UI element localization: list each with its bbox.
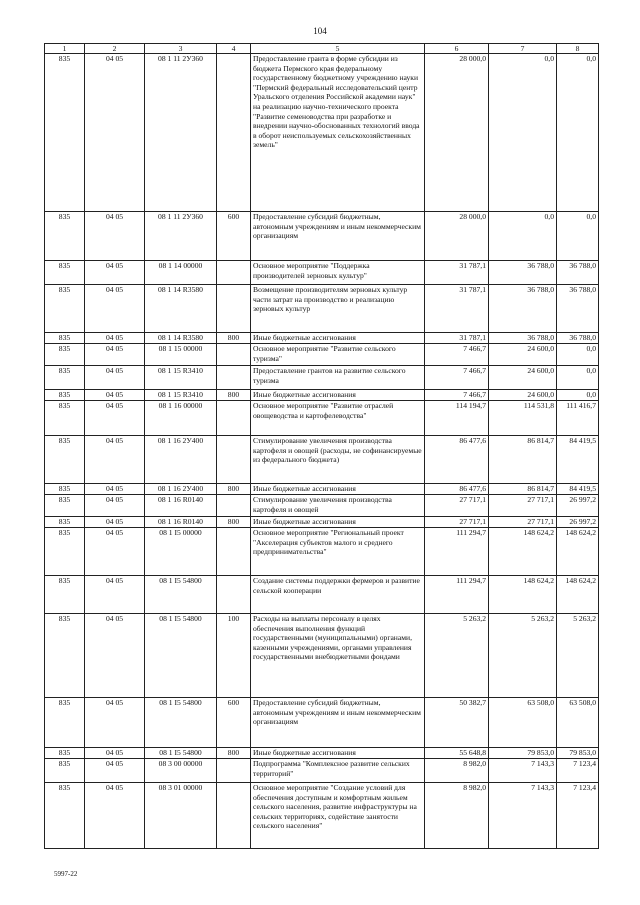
ministry-code-cell: 835 xyxy=(45,614,85,698)
table-row xyxy=(45,261,599,285)
expense-type-cell xyxy=(217,436,251,484)
column-header: 2 xyxy=(85,44,145,54)
amount-year2-cell: 0,0 xyxy=(489,54,557,212)
amount-year1-cell: 31 787,1 xyxy=(425,333,489,344)
table-row xyxy=(45,333,599,344)
section-code-cell: 04 05 xyxy=(85,576,145,614)
amount-year2-cell: 86 814,7 xyxy=(489,484,557,495)
table-row xyxy=(45,495,599,517)
table-row xyxy=(45,528,599,576)
amount-year2-cell: 36 788,0 xyxy=(489,333,557,344)
table-row xyxy=(45,401,599,436)
expense-type-cell xyxy=(217,401,251,436)
target-article-cell: 08 1 I5 00000 xyxy=(145,528,217,576)
item-name-cell: Возмещение производителям зерновых культур части затрат на производство и реализацию зерновых культур xyxy=(251,285,425,333)
amount-year3-cell: 84 419,5 xyxy=(557,484,599,495)
item-name-cell: Стимулирование увеличения производства картофеля и овощей xyxy=(251,495,425,517)
item-name-cell: Основное мероприятие "Региональный проект "Акселерация субъектов малого и среднего предпринимательства" xyxy=(251,528,425,576)
table-row xyxy=(45,285,599,333)
table-row xyxy=(45,54,599,212)
amount-year1-cell: 28 000,0 xyxy=(425,54,489,212)
target-article-cell: 08 1 11 2У360 xyxy=(145,212,217,261)
target-article-cell: 08 1 16 00000 xyxy=(145,401,217,436)
item-name-cell: Расходы на выплаты персоналу в целях обеспечения выполнения функций государственными (муниципальными) органами, казенными учреждениями, органами управления государственными внебюджетными фондами xyxy=(251,614,425,698)
target-article-cell: 08 1 15 00000 xyxy=(145,344,217,366)
item-name-cell: Предоставление субсидий бюджетным, автономным учреждениям и иным некоммерческим организациям xyxy=(251,212,425,261)
section-code-cell: 04 05 xyxy=(85,495,145,517)
ministry-code-cell: 835 xyxy=(45,261,85,285)
table-row xyxy=(45,576,599,614)
amount-year2-cell: 148 624,2 xyxy=(489,528,557,576)
amount-year2-cell: 27 717,1 xyxy=(489,517,557,528)
amount-year1-cell: 31 787,1 xyxy=(425,261,489,285)
amount-year3-cell: 26 997,2 xyxy=(557,495,599,517)
column-header: 3 xyxy=(145,44,217,54)
amount-year2-cell: 27 717,1 xyxy=(489,495,557,517)
amount-year1-cell: 31 787,1 xyxy=(425,285,489,333)
target-article-cell: 08 1 I5 54800 xyxy=(145,698,217,748)
item-name-cell: Иные бюджетные ассигнования xyxy=(251,333,425,344)
amount-year2-cell: 79 853,0 xyxy=(489,748,557,759)
target-article-cell: 08 1 16 R0140 xyxy=(145,517,217,528)
amount-year3-cell: 36 788,0 xyxy=(557,333,599,344)
item-name-cell: Основное мероприятие "Создание условий для обеспечения доступным и комфортным жильем сельского населения, развитие инфраструктуры на сельских территориях, содействие занятости сельского населения" xyxy=(251,783,425,849)
amount-year1-cell: 28 000,0 xyxy=(425,212,489,261)
amount-year1-cell: 27 717,1 xyxy=(425,517,489,528)
table-row xyxy=(45,366,599,390)
target-article-cell: 08 1 I5 54800 xyxy=(145,576,217,614)
expense-type-cell: 800 xyxy=(217,517,251,528)
amount-year2-cell: 0,0 xyxy=(489,212,557,261)
amount-year2-cell: 7 143,3 xyxy=(489,759,557,783)
target-article-cell: 08 3 00 00000 xyxy=(145,759,217,783)
budget-table xyxy=(44,43,599,849)
amount-year3-cell: 0,0 xyxy=(557,390,599,401)
ministry-code-cell: 835 xyxy=(45,528,85,576)
table-row xyxy=(45,783,599,849)
amount-year3-cell: 5 263,2 xyxy=(557,614,599,698)
ministry-code-cell: 835 xyxy=(45,484,85,495)
column-header: 1 xyxy=(45,44,85,54)
ministry-code-cell: 835 xyxy=(45,495,85,517)
table-row xyxy=(45,698,599,748)
column-header: 5 xyxy=(251,44,425,54)
ministry-code-cell: 835 xyxy=(45,783,85,849)
section-code-cell: 04 05 xyxy=(85,436,145,484)
item-name-cell: Создание системы поддержки фермеров и развитие сельской кооперации xyxy=(251,576,425,614)
amount-year3-cell: 63 508,0 xyxy=(557,698,599,748)
ministry-code-cell: 835 xyxy=(45,748,85,759)
amount-year2-cell: 24 600,0 xyxy=(489,390,557,401)
ministry-code-cell: 835 xyxy=(45,436,85,484)
expense-type-cell: 100 xyxy=(217,614,251,698)
target-article-cell: 08 1 15 R3410 xyxy=(145,366,217,390)
expense-type-cell: 800 xyxy=(217,748,251,759)
amount-year1-cell: 8 982,0 xyxy=(425,783,489,849)
section-code-cell: 04 05 xyxy=(85,614,145,698)
amount-year3-cell: 148 624,2 xyxy=(557,528,599,576)
section-code-cell: 04 05 xyxy=(85,759,145,783)
table-row xyxy=(45,390,599,401)
amount-year3-cell: 111 416,7 xyxy=(557,401,599,436)
ministry-code-cell: 835 xyxy=(45,759,85,783)
target-article-cell: 08 1 16 R0140 xyxy=(145,495,217,517)
amount-year2-cell: 114 531,8 xyxy=(489,401,557,436)
amount-year2-cell: 7 143,3 xyxy=(489,783,557,849)
amount-year3-cell: 7 123,4 xyxy=(557,759,599,783)
item-name-cell: Иные бюджетные ассигнования xyxy=(251,748,425,759)
section-code-cell: 04 05 xyxy=(85,390,145,401)
item-name-cell: Иные бюджетные ассигнования xyxy=(251,484,425,495)
table-header-row xyxy=(45,44,599,54)
expense-type-cell xyxy=(217,261,251,285)
amount-year2-cell: 36 788,0 xyxy=(489,285,557,333)
section-code-cell: 04 05 xyxy=(85,261,145,285)
item-name-cell: Основное мероприятие "Поддержка производителей зерновых культур" xyxy=(251,261,425,285)
section-code-cell: 04 05 xyxy=(85,285,145,333)
table-row xyxy=(45,748,599,759)
column-header: 7 xyxy=(489,44,557,54)
item-name-cell: Стимулирование увеличения производства картофеля и овощей (расходы, не софинансируемые из федерального бюджета) xyxy=(251,436,425,484)
section-code-cell: 04 05 xyxy=(85,333,145,344)
amount-year2-cell: 5 263,2 xyxy=(489,614,557,698)
expense-type-cell xyxy=(217,783,251,849)
target-article-cell: 08 1 14 R3580 xyxy=(145,285,217,333)
item-name-cell: Предоставление гранта в форме субсидии из бюджета Пермского края федеральному государственному бюджетному учреждению науки "Пермский федеральный исследовательский центр Уральского отделения Российской академии наук" на реализацию научно-технического проекта "Развитие семеноводства при разработке и внедрении научно-обоснованных технологий ввода в оборот неиспользуемых сельскохозяйственных земель" xyxy=(251,54,425,212)
expense-type-cell: 800 xyxy=(217,484,251,495)
amount-year3-cell: 0,0 xyxy=(557,212,599,261)
item-name-cell: Подпрограмма "Комплексное развитие сельских территорий" xyxy=(251,759,425,783)
expense-type-cell xyxy=(217,576,251,614)
amount-year1-cell: 8 982,0 xyxy=(425,759,489,783)
target-article-cell: 08 1 14 00000 xyxy=(145,261,217,285)
section-code-cell: 04 05 xyxy=(85,344,145,366)
target-article-cell: 08 1 I5 54800 xyxy=(145,614,217,698)
amount-year1-cell: 7 466,7 xyxy=(425,390,489,401)
amount-year2-cell: 86 814,7 xyxy=(489,436,557,484)
target-article-cell: 08 1 16 2У400 xyxy=(145,436,217,484)
amount-year3-cell: 36 788,0 xyxy=(557,261,599,285)
ministry-code-cell: 835 xyxy=(45,366,85,390)
page-number: 104 xyxy=(313,26,327,36)
ministry-code-cell: 835 xyxy=(45,285,85,333)
table-row xyxy=(45,614,599,698)
amount-year3-cell: 0,0 xyxy=(557,344,599,366)
item-name-cell: Основное мероприятие "Развитие отраслей овощеводства и картофелеводства" xyxy=(251,401,425,436)
ministry-code-cell: 835 xyxy=(45,698,85,748)
table-row xyxy=(45,484,599,495)
expense-type-cell xyxy=(217,528,251,576)
expense-type-cell xyxy=(217,344,251,366)
amount-year1-cell: 7 466,7 xyxy=(425,366,489,390)
expense-type-cell xyxy=(217,285,251,333)
target-article-cell: 08 3 01 00000 xyxy=(145,783,217,849)
amount-year1-cell: 111 294,7 xyxy=(425,576,489,614)
expense-type-cell: 800 xyxy=(217,390,251,401)
amount-year1-cell: 111 294,7 xyxy=(425,528,489,576)
amount-year1-cell: 50 382,7 xyxy=(425,698,489,748)
target-article-cell: 08 1 15 R3410 xyxy=(145,390,217,401)
section-code-cell: 04 05 xyxy=(85,54,145,212)
amount-year1-cell: 86 477,6 xyxy=(425,436,489,484)
table-row xyxy=(45,517,599,528)
expense-type-cell xyxy=(217,495,251,517)
section-code-cell: 04 05 xyxy=(85,517,145,528)
item-name-cell: Иные бюджетные ассигнования xyxy=(251,517,425,528)
section-code-cell: 04 05 xyxy=(85,748,145,759)
amount-year3-cell: 0,0 xyxy=(557,54,599,212)
table-row xyxy=(45,759,599,783)
amount-year3-cell: 148 624,2 xyxy=(557,576,599,614)
table-row xyxy=(45,212,599,261)
amount-year2-cell: 24 600,0 xyxy=(489,366,557,390)
amount-year3-cell: 79 853,0 xyxy=(557,748,599,759)
amount-year1-cell: 114 194,7 xyxy=(425,401,489,436)
amount-year2-cell: 63 508,0 xyxy=(489,698,557,748)
section-code-cell: 04 05 xyxy=(85,484,145,495)
ministry-code-cell: 835 xyxy=(45,401,85,436)
amount-year1-cell: 7 466,7 xyxy=(425,344,489,366)
amount-year2-cell: 36 788,0 xyxy=(489,261,557,285)
item-name-cell: Основное мероприятие "Развитие сельского туризма" xyxy=(251,344,425,366)
amount-year1-cell: 55 648,8 xyxy=(425,748,489,759)
document-code: 5997-22 xyxy=(54,870,78,878)
amount-year3-cell: 7 123,4 xyxy=(557,783,599,849)
column-header: 6 xyxy=(425,44,489,54)
ministry-code-cell: 835 xyxy=(45,517,85,528)
ministry-code-cell: 835 xyxy=(45,576,85,614)
ministry-code-cell: 835 xyxy=(45,212,85,261)
target-article-cell: 08 1 I5 54800 xyxy=(145,748,217,759)
section-code-cell: 04 05 xyxy=(85,366,145,390)
table-row xyxy=(45,344,599,366)
amount-year1-cell: 27 717,1 xyxy=(425,495,489,517)
column-header: 8 xyxy=(557,44,599,54)
expense-type-cell xyxy=(217,366,251,390)
section-code-cell: 04 05 xyxy=(85,698,145,748)
ministry-code-cell: 835 xyxy=(45,390,85,401)
ministry-code-cell: 835 xyxy=(45,333,85,344)
section-code-cell: 04 05 xyxy=(85,528,145,576)
amount-year2-cell: 24 600,0 xyxy=(489,344,557,366)
item-name-cell: Иные бюджетные ассигнования xyxy=(251,390,425,401)
table-row xyxy=(45,436,599,484)
section-code-cell: 04 05 xyxy=(85,783,145,849)
column-header: 4 xyxy=(217,44,251,54)
item-name-cell: Предоставление субсидий бюджетным, автономным учреждениям и иным некоммерческим организациям xyxy=(251,698,425,748)
expense-type-cell xyxy=(217,54,251,212)
target-article-cell: 08 1 11 2У360 xyxy=(145,54,217,212)
amount-year3-cell: 84 419,5 xyxy=(557,436,599,484)
section-code-cell: 04 05 xyxy=(85,212,145,261)
amount-year3-cell: 0,0 xyxy=(557,366,599,390)
amount-year3-cell: 26 997,2 xyxy=(557,517,599,528)
section-code-cell: 04 05 xyxy=(85,401,145,436)
amount-year2-cell: 148 624,2 xyxy=(489,576,557,614)
item-name-cell: Предоставление грантов на развитие сельского туризма xyxy=(251,366,425,390)
expense-type-cell: 800 xyxy=(217,333,251,344)
amount-year1-cell: 5 263,2 xyxy=(425,614,489,698)
amount-year3-cell: 36 788,0 xyxy=(557,285,599,333)
expense-type-cell: 600 xyxy=(217,212,251,261)
target-article-cell: 08 1 14 R3580 xyxy=(145,333,217,344)
amount-year1-cell: 86 477,6 xyxy=(425,484,489,495)
ministry-code-cell: 835 xyxy=(45,344,85,366)
expense-type-cell: 600 xyxy=(217,698,251,748)
ministry-code-cell: 835 xyxy=(45,54,85,212)
target-article-cell: 08 1 16 2У400 xyxy=(145,484,217,495)
expense-type-cell xyxy=(217,759,251,783)
